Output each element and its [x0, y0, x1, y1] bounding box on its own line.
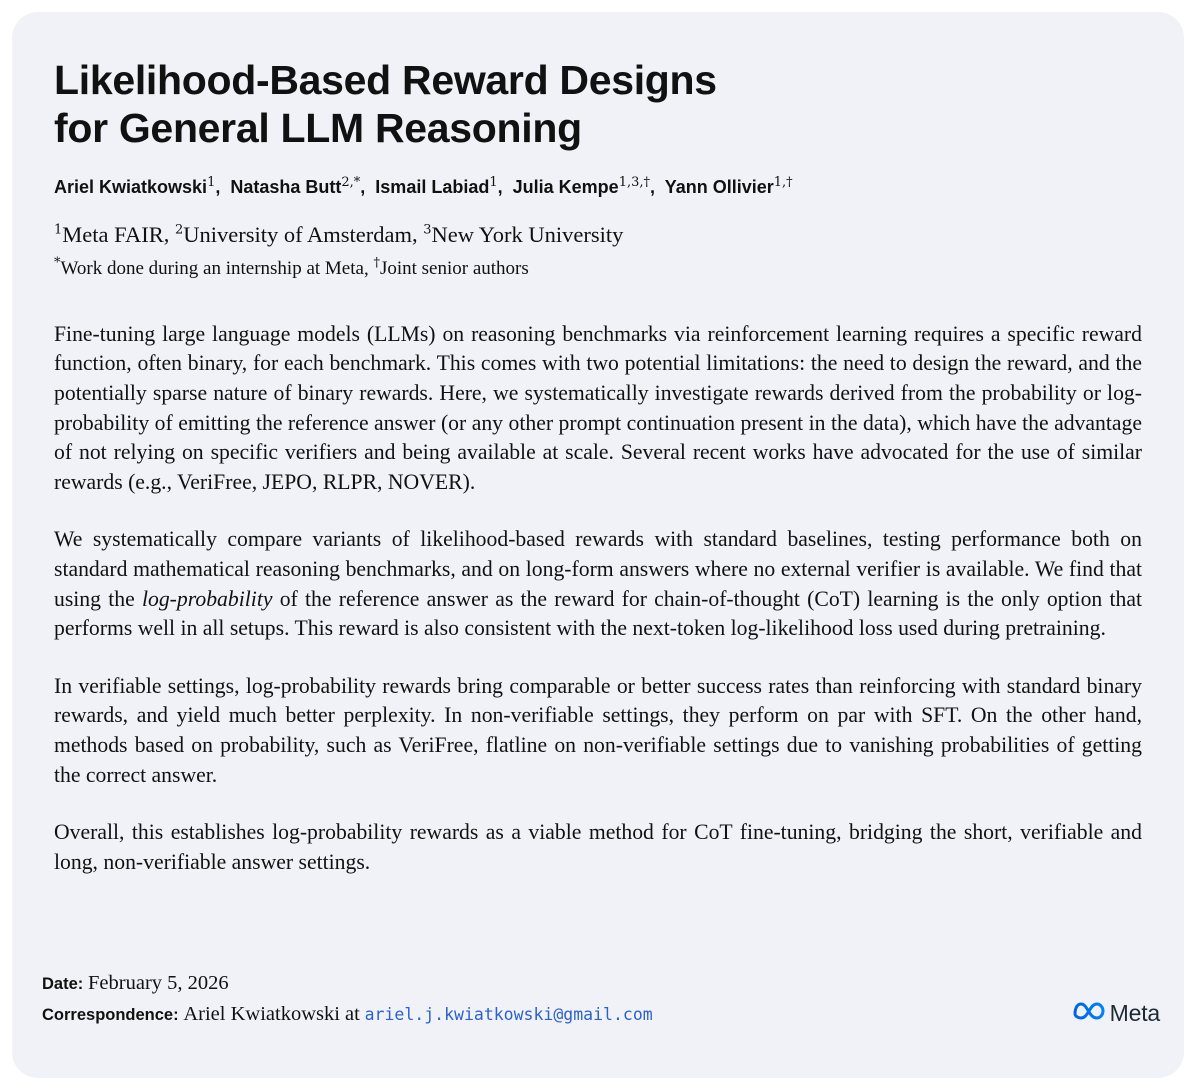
paper-title: [54, 56, 1142, 152]
abstract-paragraph-2: We systematically compare variants of likelihood-based rewards with standard baselines, testing performance both on standard mathematical reasoning benchmarks, and on long-form answers where no external verifier is available. We find that using the log-probability of the reference answer as the reward for chain-of-thought (CoT) learning is the only option that performs well in all setups. This reward is also consistent with the next-token log-likelihood loss used during pretraining.: [54, 527, 1143, 641]
author-note: †Joint senior authors: [373, 255, 529, 279]
date-row: [42, 968, 653, 999]
author: Ariel Kwiatkowski$^1$: [54, 175, 216, 197]
author: Yann Ollivier$^{1,\dagger}$: [664, 175, 793, 197]
correspondence-name: Ariel Kwiatkowski at: [183, 1003, 360, 1025]
author: Ismail Labiad$^1$: [375, 175, 498, 197]
affiliation-list: $^1$Meta FAIR, $^2$University of Amsterdam, $^3$New York University: [54, 221, 624, 247]
meta-infinity-icon: [1072, 1001, 1106, 1026]
author-note: *Work done during an internship at Meta: [54, 255, 364, 279]
date-label: Date:: [42, 975, 84, 993]
abstract-paragraph-1: Fine-tuning large language models (LLMs) on reasoning benchmarks via reinforcement learning requires a specific reward function, often binary, for each benchmark. This comes with two potential limitations: the need to design the reward, and the potentially sparse nature of binary rewards. Here, we systematically investigate rewards derived from the probability or log-probability of emitting the reference answer (or any other prompt continuation present in the data), which have the advantage of not relying on specific verifiers and being available at scale. Several recent works have advocated for the use of similar rewards (e.g., VeriFree, JEPO, RLPR, NOVER).: [54, 321, 1142, 494]
paper-footer: [42, 968, 653, 1030]
affiliation: $^1$Meta FAIR: [54, 221, 164, 247]
correspondence-label: Correspondence:: [42, 1006, 179, 1024]
date-value: February 5, 2026: [88, 972, 229, 994]
abstract-paragraph-3: In verifiable settings, log-probability rewards bring comparable or better success rates than reinforcing with standard binary rewards, and yield much better perplexity. In non-verifiable settings, they perform on par with SFT. On the other hand, methods based on probability, such as VeriFree, flatline on non-verifiable settings due to vanishing probabilities of getting the correct answer.: [54, 673, 1142, 787]
meta-logo-text: Meta: [1109, 1000, 1160, 1026]
author-list: Ariel Kwiatkowski$^1$, Natasha Butt$^{2,*}$, Ismail Labiad$^1$, Julia Kempe$^{1,3,\dagger}$, Yann Ollivier$^{1,\dagger}$: [54, 175, 793, 197]
meta-logo: [1072, 1000, 1160, 1027]
author-notes: *Work done during an internship at Meta, †Joint senior authors: [54, 255, 529, 279]
paper-title-line-2: for General LLM Reasoning: [54, 105, 582, 151]
emphasis-text: log-probability: [141, 586, 273, 611]
paper-header-card: [12, 12, 1184, 1078]
affiliation: $^3$New York University: [423, 221, 624, 247]
author: Julia Kempe$^{1,3,\dagger}$: [512, 175, 650, 197]
abstract: [54, 320, 1142, 878]
affiliation: $^2$University of Amsterdam: [174, 221, 412, 247]
author: Natasha Butt$^{2,*}$: [230, 175, 361, 197]
correspondence-email-link[interactable]: ariel.j.kwiatkowski@gmail.com: [364, 1005, 653, 1024]
correspondence-row: [42, 999, 653, 1030]
abstract-paragraph-4: Overall, this establishes log-probability rewards as a viable method for CoT fine-tuning, bridging the short, verifiable and long, non-verifiable answer settings.: [54, 820, 1142, 874]
paper-title-line-1: Likelihood-Based Reward Designs: [54, 57, 717, 103]
